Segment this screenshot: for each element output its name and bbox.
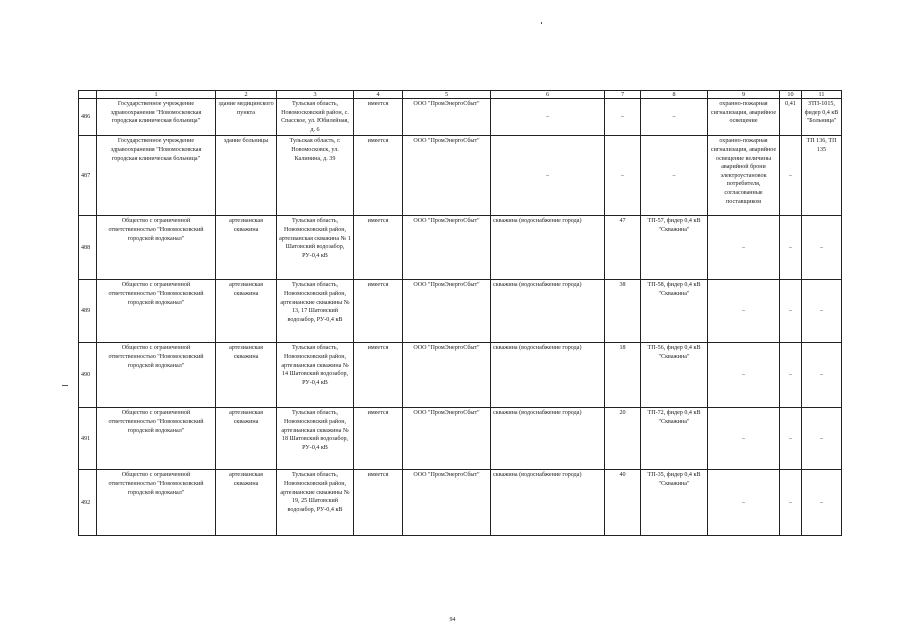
row-number: 491 xyxy=(79,408,97,470)
scan-mark-side xyxy=(62,385,68,386)
supplier-cell: ООО "ПромЭнергоСбыт" xyxy=(403,216,491,280)
col9-cell: – xyxy=(708,408,780,470)
col10-cell: – xyxy=(780,470,802,536)
row-number: 488 xyxy=(79,216,97,280)
availability-cell: имеется xyxy=(354,99,403,136)
col9-cell: – xyxy=(708,470,780,536)
col7-cell: – xyxy=(605,136,641,216)
register-table xyxy=(78,90,842,536)
header-cell-7: 7 xyxy=(605,91,641,99)
organization-cell: Общество с ограниченной ответственностью "Новомосковский городской водоканал" xyxy=(97,408,216,470)
header-row xyxy=(79,91,842,99)
availability-cell: имеется xyxy=(354,136,403,216)
object-cell: здание медицинского пункта xyxy=(216,99,277,136)
col6-cell: – xyxy=(491,136,605,216)
col9-cell: – xyxy=(708,216,780,280)
col8-cell: ТП-57, фидер 0,4 кВ "Скважина" xyxy=(641,216,708,280)
col6-cell: – xyxy=(491,99,605,136)
organization-cell: Общество с ограниченной ответственностью "Новомосковский городской водоканал" xyxy=(97,343,216,408)
col10-cell: 0,41 xyxy=(780,99,802,136)
col8-cell: ТП-72, фидер 0,4 кВ "Скважина" xyxy=(641,408,708,470)
col6-cell: скважина (водоснабжение города) xyxy=(491,216,605,280)
supplier-cell: ООО "ПромЭнергоСбыт" xyxy=(403,136,491,216)
page-number: 94 xyxy=(449,617,456,623)
row-number: 490 xyxy=(79,343,97,408)
address-cell: Тульская область, Новомосковский район, артезианская скважина № 14 Шатовский водозабор, РУ-0,4 кВ xyxy=(277,343,354,408)
header-cell-4: 4 xyxy=(354,91,403,99)
supplier-cell: ООО "ПромЭнергоСбыт" xyxy=(403,470,491,536)
table-row xyxy=(79,408,842,470)
availability-cell: имеется xyxy=(354,470,403,536)
header-cell-3: 3 xyxy=(277,91,354,99)
col11-cell: ТП 136, ТП 135 xyxy=(802,136,842,216)
object-cell: артезианская скважина xyxy=(216,280,277,343)
organization-cell: Общество с ограниченной ответственностью "Новомосковский городской водоканал" xyxy=(97,280,216,343)
header-cell-6: 6 xyxy=(491,91,605,99)
organization-cell: Государственное учреждение здравоохранения "Новомосковская городская клиническая больница" xyxy=(97,136,216,216)
supplier-cell: ООО "ПромЭнергоСбыт" xyxy=(403,99,491,136)
col6-cell: скважина (водоснабжение города) xyxy=(491,280,605,343)
col7-cell: – xyxy=(605,99,641,136)
col9-cell: охранно-пожарная сигнализация, аварийное освещение величины аварийной брони электроустановок потребителя, согласованные поставщиком xyxy=(708,136,780,216)
object-cell: артезианская скважина xyxy=(216,408,277,470)
col7-cell: 40 xyxy=(605,470,641,536)
scan-mark-top xyxy=(541,22,542,24)
col10-cell: – xyxy=(780,136,802,216)
address-cell: Тульская область, Новомосковский район, артезианские скважины № 13, 17 Шатовский водозабор, РУ-0,4 кВ xyxy=(277,280,354,343)
supplier-cell: ООО "ПромЭнергоСбыт" xyxy=(403,408,491,470)
header-cell-8: 8 xyxy=(641,91,708,99)
object-cell: здание больницы xyxy=(216,136,277,216)
col6-cell: скважина (водоснабжение города) xyxy=(491,408,605,470)
availability-cell: имеется xyxy=(354,216,403,280)
col11-cell: – xyxy=(802,280,842,343)
address-cell: Тульская область, Новомосковский район, артезианская скважина № 1 Шатовский водозабор, РУ-0,4 кВ xyxy=(277,216,354,280)
col10-cell: – xyxy=(780,280,802,343)
header-cell-10: 10 xyxy=(780,91,802,99)
col7-cell: 20 xyxy=(605,408,641,470)
header-cell-0 xyxy=(79,91,97,99)
table-row xyxy=(79,470,842,536)
organization-cell: Общество с ограниченной ответственностью "Новомосковский городской водоканал" xyxy=(97,216,216,280)
col8-cell: – xyxy=(641,136,708,216)
object-cell: артезианская скважина xyxy=(216,216,277,280)
col9-cell: – xyxy=(708,343,780,408)
address-cell: Тульская область, Новомосковский район, артезианские скважины № 19, 25 Шатовский водозабор, РУ-0,4 кВ xyxy=(277,470,354,536)
header-cell-1: 1 xyxy=(97,91,216,99)
object-cell: артезианская скважина xyxy=(216,470,277,536)
table-row xyxy=(79,280,842,343)
header-cell-11: 11 xyxy=(802,91,842,99)
object-cell: артезианская скважина xyxy=(216,343,277,408)
col8-cell: – xyxy=(641,99,708,136)
supplier-cell: ООО "ПромЭнергоСбыт" xyxy=(403,343,491,408)
col10-cell: – xyxy=(780,216,802,280)
table-row xyxy=(79,343,842,408)
availability-cell: имеется xyxy=(354,280,403,343)
header-cell-2: 2 xyxy=(216,91,277,99)
col9-cell: – xyxy=(708,280,780,343)
address-cell: Тульская область, Новомосковский район, артезианская скважина № 18 Шатовский водозабор, РУ-0,4 кВ xyxy=(277,408,354,470)
supplier-cell: ООО "ПромЭнергоСбыт" xyxy=(403,280,491,343)
col11-cell: – xyxy=(802,408,842,470)
organization-cell: Государственное учреждение здравоохранения "Новомосковская городская клиническая больница" xyxy=(97,99,216,136)
table-row xyxy=(79,216,842,280)
availability-cell: имеется xyxy=(354,343,403,408)
col11-cell: – xyxy=(802,343,842,408)
col11-cell: – xyxy=(802,216,842,280)
col10-cell: – xyxy=(780,343,802,408)
col8-cell: ТП-58, фидер 0,4 кВ "Скважина" xyxy=(641,280,708,343)
col8-cell: ТП-35, фидер 0,4 кВ "Скважина" xyxy=(641,470,708,536)
header-cell-9: 9 xyxy=(708,91,780,99)
col9-cell: охранно-пожарная сигнализация, аварийное освещение xyxy=(708,99,780,136)
col7-cell: 47 xyxy=(605,216,641,280)
col11-cell: ЗТП-1015, фидер 0,4 кВ "Больница" xyxy=(802,99,842,136)
row-number: 487 xyxy=(79,136,97,216)
col6-cell: скважина (водоснабжение города) xyxy=(491,470,605,536)
address-cell: Тульская область, г. Новомосковск, ул. Калинина, д. 39 xyxy=(277,136,354,216)
col7-cell: 18 xyxy=(605,343,641,408)
row-number: 489 xyxy=(79,280,97,343)
col6-cell: скважина (водоснабжение города) xyxy=(491,343,605,408)
col8-cell: ТП-56, фидер 0,4 кВ "Скважина" xyxy=(641,343,708,408)
header-cell-5: 5 xyxy=(403,91,491,99)
availability-cell: имеется xyxy=(354,408,403,470)
table-row xyxy=(79,136,842,216)
table-row xyxy=(79,99,842,136)
col7-cell: 38 xyxy=(605,280,641,343)
address-cell: Тульская область, Новомосковский район, с. Спасское, ул. Юбилейная, д. 6 xyxy=(277,99,354,136)
row-number: 492 xyxy=(79,470,97,536)
col11-cell: – xyxy=(802,470,842,536)
row-number: 486 xyxy=(79,99,97,136)
col10-cell: – xyxy=(780,408,802,470)
organization-cell: Общество с ограниченной ответственностью "Новомосковский городской водоканал" xyxy=(97,470,216,536)
